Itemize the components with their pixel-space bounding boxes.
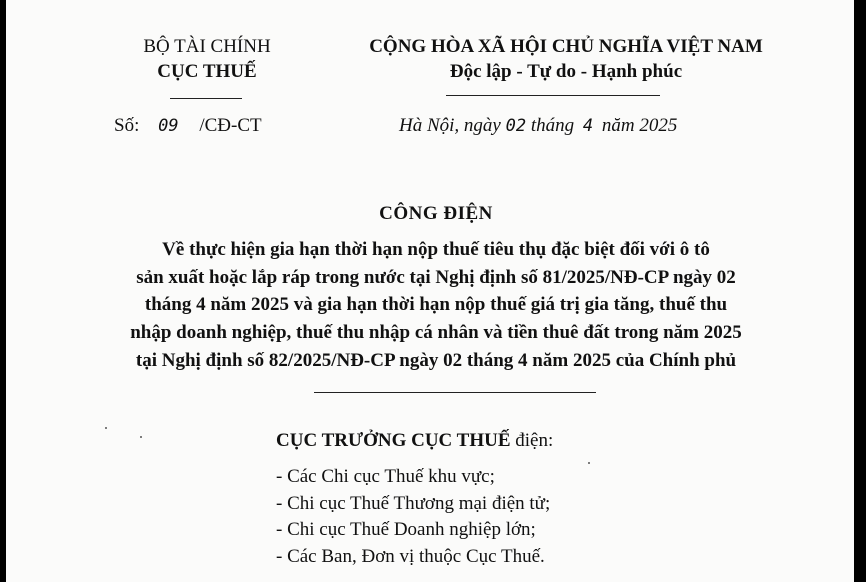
recipient-item: - Các Chi cục Thuế khu vực; xyxy=(276,466,495,487)
sender-title: CỤC TRƯỞNG CỤC THUẾ xyxy=(276,430,511,451)
scan-speck xyxy=(588,462,590,464)
document-type-title: CÔNG ĐIỆN xyxy=(379,203,493,224)
recipient-item: - Chi cục Thuế Thương mại điện tử; xyxy=(276,493,551,514)
date-month: 4 xyxy=(582,116,594,136)
date-line xyxy=(399,115,677,137)
ref-label: Số: xyxy=(114,115,140,136)
date-day: 02 xyxy=(505,116,527,136)
date-year: năm 2025 xyxy=(601,115,678,136)
agency-underline xyxy=(170,98,242,99)
document-page xyxy=(6,0,854,582)
scan-speck xyxy=(105,427,107,429)
date-month-label: tháng xyxy=(530,115,575,136)
subject-line: tại Nghị định số 82/2025/NĐ-CP ngày 02 tháng 4 năm 2025 của Chính phủ xyxy=(135,350,737,371)
ref-number: 09 xyxy=(158,116,179,136)
subject-line: tháng 4 năm 2025 và gia hạn thời hạn nộp thuế giá trị gia tăng, thuế thu xyxy=(144,294,728,315)
national-motto: Độc lập - Tự do - Hạnh phúc xyxy=(449,61,683,82)
ref-line xyxy=(114,115,262,137)
scan-speck xyxy=(140,436,142,438)
recipient-item: - Các Ban, Đơn vị thuộc Cục Thuế. xyxy=(276,546,545,567)
subject-line: Về thực hiện gia hạn thời hạn nộp thuế tiêu thụ đặc biệt đối với ô tô xyxy=(162,239,710,260)
subject-line: sản xuất hoặc lắp ráp trong nước tại Nghị định số 81/2025/NĐ-CP ngày 02 xyxy=(136,267,736,288)
country-name: CỘNG HÒA XÃ HỘI CHỦ NGHĨA VIỆT NAM xyxy=(369,36,763,57)
date-prefix: Hà Nội, ngày xyxy=(399,115,501,136)
subject-line: nhập doanh nghiệp, thuế thu nhập cá nhân và tiền thuê đất trong năm 2025 xyxy=(130,322,742,343)
ref-suffix: /CĐ-CT xyxy=(199,115,262,136)
recipient-item: - Chi cục Thuế Doanh nghiệp lớn; xyxy=(276,519,536,540)
agency-parent: BỘ TÀI CHÍNH xyxy=(143,36,271,57)
motto-underline xyxy=(446,95,660,96)
sender-line xyxy=(276,430,553,452)
agency-name: CỤC THUẾ xyxy=(157,61,257,82)
sender-verb: điện: xyxy=(515,430,554,451)
subject-underline xyxy=(314,392,596,393)
